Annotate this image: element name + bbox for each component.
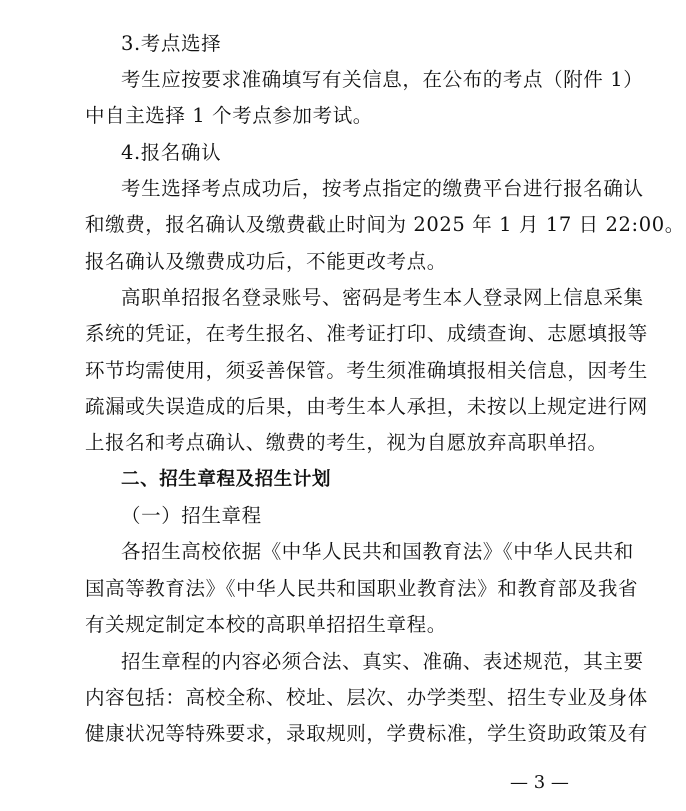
- paragraph-line: 疏漏或失误造成的后果，由考生本人承担，未按以上规定进行网: [85, 395, 648, 418]
- paragraph-line: 招生章程的内容必须合法、真实、准确、表述规范，其主要: [121, 650, 644, 673]
- chapter-heading-2: 二、招生章程及招生计划: [121, 469, 332, 490]
- paragraph-line: 上报名和考点确认、缴费的考生，视为自愿放弃高职单招。: [85, 431, 608, 454]
- paragraph-line: 报名确认及缴费成功后，不能更改考点。: [85, 250, 447, 273]
- paragraph-line: 高职单招报名登录账号、密码是考生本人登录网上信息采集: [121, 286, 644, 309]
- section-heading-3: 3.考点选择: [121, 32, 222, 55]
- subsection-heading-1: （一）招生章程: [121, 504, 262, 527]
- section-heading-4: 4.报名确认: [121, 141, 222, 164]
- paragraph-line: 有关规定制定本校的高职单招招生章程。: [85, 613, 447, 636]
- paragraph-line: 和缴费，报名确认及缴费截止时间为 2025 年 1 月 17 日 22:00。: [85, 213, 685, 236]
- paragraph-line: 中自主选择 1 个考点参加考试。: [85, 104, 373, 127]
- paragraph-line: 考生应按要求准确填写有关信息，在公布的考点（附件 1）: [121, 68, 644, 91]
- paragraph-line: 环节均需使用，须妥善保管。考生须准确填报相关信息，因考生: [85, 359, 648, 382]
- paragraph-line: 健康状况等特殊要求，录取规则，学费标准，学生资助政策及有: [85, 722, 648, 745]
- paragraph-line: 内容包括：高校全称、校址、层次、办学类型、招生专业及身体: [85, 686, 648, 709]
- paragraph-line: 考生选择考点成功后，按考点指定的缴费平台进行报名确认: [121, 177, 644, 200]
- paragraph-line: 系统的凭证，在考生报名、准考证打印、成绩查询、志愿填报等: [85, 322, 648, 345]
- paragraph-line: 各招生高校依据《中华人民共和国教育法》《中华人民共和: [121, 540, 634, 563]
- paragraph-line: 国高等教育法》《中华人民共和国职业教育法》和教育部及我省: [85, 577, 639, 600]
- page-number: — 3 —: [510, 772, 569, 793]
